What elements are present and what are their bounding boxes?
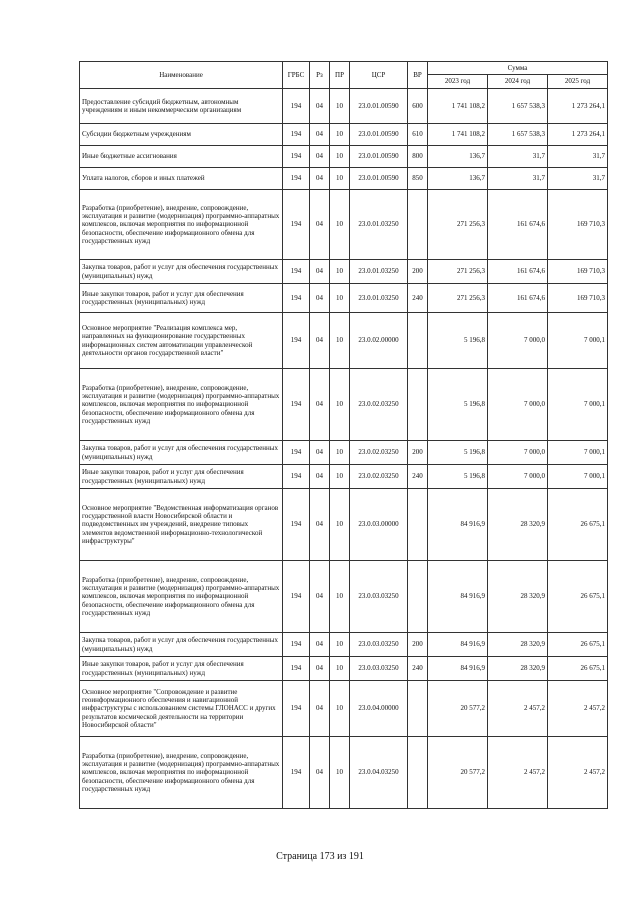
cell-vr [408,737,428,809]
cell-2025: 7 000,1 [548,441,608,465]
col-header-pr: ПР [330,62,350,89]
col-header-2024: 2024 год [488,75,548,89]
cell-grbs: 194 [283,168,310,190]
cell-2025: 7 000,1 [548,313,608,369]
cell-grbs: 194 [283,146,310,168]
cell-vr [408,190,428,260]
cell-name: Закупка товаров, работ и услуг для обеспечения государственных (муниципальных) нужд [80,260,283,284]
cell-2025: 31,7 [548,146,608,168]
cell-csr: 23.0.02.03250 [350,369,408,441]
col-header-grbs: ГРБС [283,62,310,89]
cell-csr: 23.0.03.03250 [350,561,408,633]
cell-csr: 23.0.02.03250 [350,465,408,489]
cell-vr [408,561,428,633]
table-row [80,89,608,124]
page-number: Страница 173 из 191 [276,851,364,862]
cell-grbs: 194 [283,657,310,681]
col-header-csr: ЦСР [350,62,408,89]
cell-2025: 26 675,1 [548,633,608,657]
cell-vr: 200 [408,441,428,465]
cell-pr: 10 [330,561,350,633]
table-row [80,441,608,465]
table-row [80,313,608,369]
col-header-rz: Рз [310,62,330,89]
cell-pr: 10 [330,146,350,168]
cell-pr: 10 [330,168,350,190]
cell-grbs: 194 [283,681,310,737]
cell-pr: 10 [330,190,350,260]
table-row [80,465,608,489]
cell-csr: 23.0.01.03250 [350,284,408,313]
cell-pr: 10 [330,124,350,146]
cell-vr [408,369,428,441]
cell-name: Закупка товаров, работ и услуг для обеспечения государственных (муниципальных) нужд [80,633,283,657]
table-body [80,89,608,809]
cell-grbs: 194 [283,465,310,489]
cell-csr: 23.0.01.03250 [350,260,408,284]
cell-rz: 04 [310,489,330,561]
cell-2024: 28 320,9 [488,657,548,681]
cell-csr: 23.0.01.00590 [350,168,408,190]
table-row [80,657,608,681]
cell-name: Иные закупки товаров, работ и услуг для обеспечения государственных (муниципальных) нужд [80,284,283,313]
cell-2023: 5 196,8 [428,441,488,465]
cell-2025: 31,7 [548,168,608,190]
cell-vr: 240 [408,284,428,313]
cell-pr: 10 [330,681,350,737]
cell-rz: 04 [310,146,330,168]
cell-name: Закупка товаров, работ и услуг для обеспечения государственных (муниципальных) нужд [80,441,283,465]
cell-2023: 5 196,8 [428,369,488,441]
cell-2023: 1 741 108,2 [428,89,488,124]
cell-2023: 1 741 108,2 [428,124,488,146]
cell-csr: 23.0.01.03250 [350,190,408,260]
cell-pr: 10 [330,657,350,681]
cell-2023: 136,7 [428,146,488,168]
cell-vr: 200 [408,633,428,657]
cell-pr: 10 [330,369,350,441]
cell-vr: 600 [408,89,428,124]
cell-vr [408,489,428,561]
cell-vr: 610 [408,124,428,146]
cell-2025: 26 675,1 [548,561,608,633]
cell-grbs: 194 [283,284,310,313]
cell-2023: 136,7 [428,168,488,190]
cell-csr: 23.0.04.00000 [350,681,408,737]
cell-name: Субсидии бюджетным учреждениям [80,124,283,146]
cell-rz: 04 [310,657,330,681]
cell-2024: 28 320,9 [488,633,548,657]
cell-2024: 2 457,2 [488,681,548,737]
cell-2023: 84 916,9 [428,489,488,561]
cell-2024: 7 000,0 [488,369,548,441]
cell-name: Разработка (приобретение), внедрение, сопровождение, эксплуатация и развитие (модернизация) программно-аппаратных комплексов, включая мероприятия по информационной безопасности, обеспечение информационного обмена для государственных нужд [80,737,283,809]
cell-2024: 2 457,2 [488,737,548,809]
cell-2024: 161 674,6 [488,284,548,313]
cell-csr: 23.0.03.03250 [350,657,408,681]
cell-2025: 7 000,1 [548,465,608,489]
table-header [80,62,608,89]
cell-grbs: 194 [283,369,310,441]
cell-pr: 10 [330,441,350,465]
cell-rz: 04 [310,369,330,441]
budget-table [79,61,608,809]
cell-grbs: 194 [283,561,310,633]
cell-grbs: 194 [283,633,310,657]
cell-name: Предоставление субсидий бюджетным, автономным учреждениям и иным некоммерческим организациям [80,89,283,124]
cell-rz: 04 [310,89,330,124]
cell-grbs: 194 [283,313,310,369]
table-row [80,168,608,190]
cell-rz: 04 [310,284,330,313]
cell-2023: 84 916,9 [428,561,488,633]
cell-2025: 169 710,3 [548,190,608,260]
cell-name: Иные бюджетные ассигнования [80,146,283,168]
cell-2025: 2 457,2 [548,737,608,809]
cell-2025: 169 710,3 [548,260,608,284]
cell-name: Иные закупки товаров, работ и услуг для обеспечения государственных (муниципальных) нужд [80,465,283,489]
cell-pr: 10 [330,633,350,657]
cell-rz: 04 [310,190,330,260]
cell-name: Уплата налогов, сборов и иных платежей [80,168,283,190]
table-row [80,124,608,146]
table-row [80,146,608,168]
cell-2023: 20 577,2 [428,681,488,737]
cell-name: Разработка (приобретение), внедрение, сопровождение, эксплуатация и развитие (модернизация) программно-аппаратных комплексов, включая мероприятия по информационной безопасности, обеспечение информационного обмена для государственных нужд [80,561,283,633]
cell-vr: 850 [408,168,428,190]
cell-rz: 04 [310,561,330,633]
cell-csr: 23.0.02.03250 [350,441,408,465]
cell-name: Основное мероприятие "Сопровождение и развитие геоинформационного обеспечения и навигационной инфраструктуры с использованием системы ГЛОНАСС и других результатов космической деятельности на территории Новосибирской области" [80,681,283,737]
col-header-2025: 2025 год [548,75,608,89]
cell-rz: 04 [310,168,330,190]
cell-csr: 23.0.01.00590 [350,124,408,146]
cell-2025: 26 675,1 [548,489,608,561]
cell-grbs: 194 [283,489,310,561]
cell-2024: 7 000,0 [488,465,548,489]
cell-2023: 271 256,3 [428,260,488,284]
cell-name: Разработка (приобретение), внедрение, сопровождение, эксплуатация и развитие (модернизация) программно-аппаратных комплексов, включая мероприятия по информационной безопасности, обеспечение информационного обмена для государственных нужд [80,190,283,260]
cell-csr: 23.0.02.00000 [350,313,408,369]
cell-vr [408,681,428,737]
cell-grbs: 194 [283,89,310,124]
cell-2025: 7 000,1 [548,369,608,441]
cell-2023: 5 196,8 [428,313,488,369]
col-header-name: Наименование [80,62,283,89]
table-row [80,369,608,441]
cell-rz: 04 [310,737,330,809]
table-row [80,737,608,809]
cell-2024: 28 320,9 [488,489,548,561]
cell-2024: 31,7 [488,168,548,190]
cell-rz: 04 [310,124,330,146]
cell-pr: 10 [330,260,350,284]
cell-rz: 04 [310,465,330,489]
cell-csr: 23.0.03.00000 [350,489,408,561]
cell-2023: 5 196,8 [428,465,488,489]
cell-2025: 1 273 264,1 [548,124,608,146]
cell-pr: 10 [330,313,350,369]
cell-vr: 800 [408,146,428,168]
cell-grbs: 194 [283,737,310,809]
col-header-vr: ВР [408,62,428,89]
cell-vr [408,313,428,369]
cell-pr: 10 [330,737,350,809]
cell-csr: 23.0.01.00590 [350,146,408,168]
cell-2024: 1 657 538,3 [488,124,548,146]
table-row [80,681,608,737]
cell-2024: 1 657 538,3 [488,89,548,124]
table-row [80,561,608,633]
cell-name: Основное мероприятие "Ведомственная информатизация органов государственной власти Новосибирской области и подведомственных им учреждений, внедрение типовых элементов ведомственной информационно-технологической инфраструктуры" [80,489,283,561]
cell-name: Разработка (приобретение), внедрение, сопровождение, эксплуатация и развитие (модернизация) программно-аппаратных комплексов, включая мероприятия по информационной безопасности, обеспечение информационного обмена для государственных нужд [80,369,283,441]
cell-name: Основное мероприятие "Реализация комплекса мер, направленных на функционирование государственных информационных систем автоматизации управленческой деятельности органов государственной власти" [80,313,283,369]
cell-2025: 2 457,2 [548,681,608,737]
table-row [80,489,608,561]
cell-csr: 23.0.03.03250 [350,633,408,657]
table-row [80,284,608,313]
table-row [80,260,608,284]
cell-rz: 04 [310,633,330,657]
cell-csr: 23.0.01.00590 [350,89,408,124]
cell-grbs: 194 [283,124,310,146]
cell-pr: 10 [330,465,350,489]
cell-csr: 23.0.04.03250 [350,737,408,809]
cell-2024: 161 674,6 [488,190,548,260]
table-row [80,633,608,657]
cell-grbs: 194 [283,260,310,284]
cell-rz: 04 [310,441,330,465]
cell-2023: 84 916,9 [428,633,488,657]
cell-pr: 10 [330,89,350,124]
cell-2025: 1 273 264,1 [548,89,608,124]
cell-vr: 200 [408,260,428,284]
cell-grbs: 194 [283,441,310,465]
cell-2023: 271 256,3 [428,190,488,260]
cell-2023: 271 256,3 [428,284,488,313]
cell-2024: 7 000,0 [488,441,548,465]
cell-2024: 161 674,6 [488,260,548,284]
col-header-sum: Сумма [428,62,608,75]
cell-pr: 10 [330,284,350,313]
cell-2025: 169 710,3 [548,284,608,313]
cell-vr: 240 [408,465,428,489]
col-header-2023: 2023 год [428,75,488,89]
cell-pr: 10 [330,489,350,561]
cell-2024: 28 320,9 [488,561,548,633]
cell-rz: 04 [310,260,330,284]
cell-rz: 04 [310,313,330,369]
table-row [80,190,608,260]
cell-2023: 84 916,9 [428,657,488,681]
cell-name: Иные закупки товаров, работ и услуг для обеспечения государственных (муниципальных) нужд [80,657,283,681]
cell-rz: 04 [310,681,330,737]
cell-2025: 26 675,1 [548,657,608,681]
cell-vr: 240 [408,657,428,681]
cell-2024: 7 000,0 [488,313,548,369]
cell-2023: 20 577,2 [428,737,488,809]
cell-2024: 31,7 [488,146,548,168]
cell-grbs: 194 [283,190,310,260]
